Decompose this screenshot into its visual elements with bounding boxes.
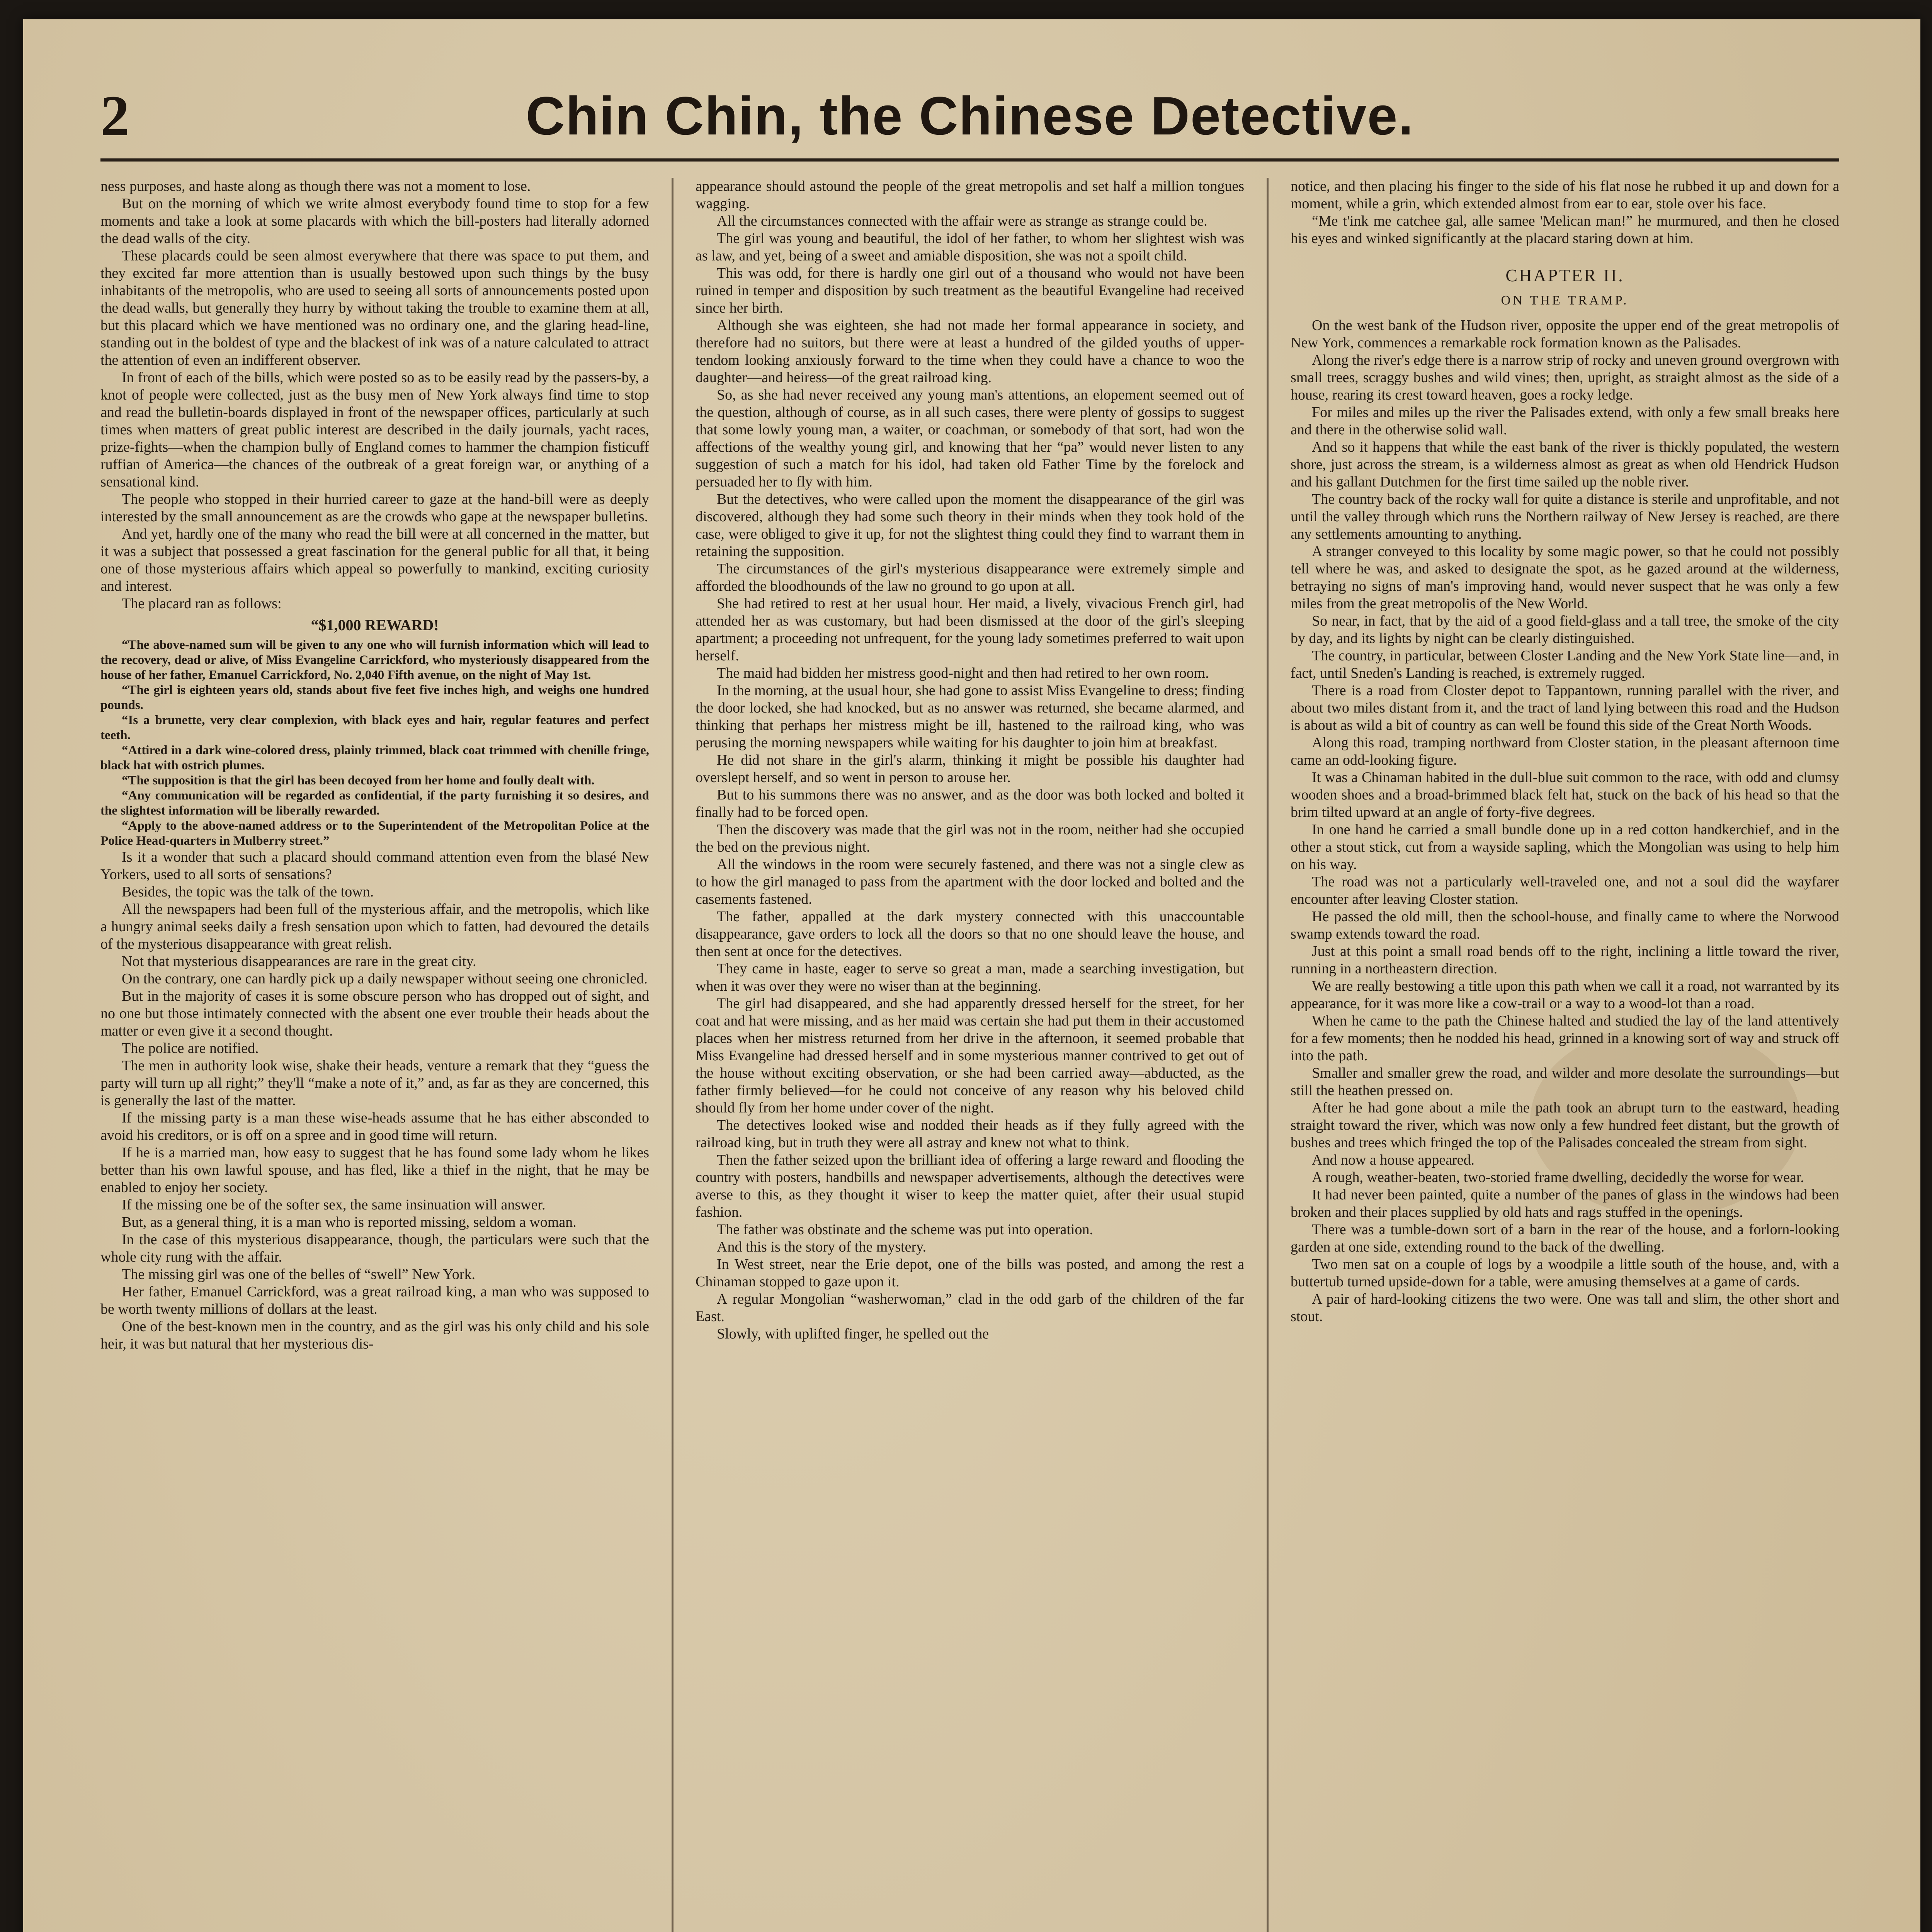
body-paragraph: There was a tumble-down sort of a barn in the rear of the house, and a forlorn-looking garden at one side, extending round to the back of the dwelling. <box>1291 1221 1839 1255</box>
placard-paragraph: “Apply to the above-named address or to the Superintendent of the Metropolitan Police at the Police Head-quarters in Mulberry street.” <box>100 819 649 848</box>
body-paragraph: Just at this point a small road bends off to the right, inclining a little toward the river, running in a northeastern direction. <box>1291 943 1839 977</box>
body-paragraph: The road was not a particularly well-traveled one, and not a soul did the wayfarer encounter after leaving Closter station. <box>1291 874 1839 907</box>
body-paragraph: If the missing party is a man these wise-heads assume that he has either absconded to avoid his creditors, or is off on a spree and in good time will return. <box>100 1110 649 1143</box>
body-paragraph: The police are notified. <box>122 1040 259 1056</box>
placard-paragraph: “Attired in a dark wine-colored dress, plainly trimmed, black coat trimmed with chenille fringe, black hat with ostrich plumes. <box>100 743 649 772</box>
body-paragraph: It was a Chinaman habited in the dull-blue suit common to the race, with odd and clumsy wooden shoes and a broad-brimmed black felt hat, stuck on the back of his head so that the brim tilted upward at an angle of forty-five degrees. <box>1291 769 1839 820</box>
newspaper-page <box>23 19 1920 1932</box>
body-paragraph: One of the best-known men in the country, and as the girl was his only child and his sole heir, it was but natural that her mysterious dis- <box>100 1318 649 1352</box>
body-paragraph: Is it a wonder that such a placard should command attention even from the blasé New Yorkers, used to all sorts of sensations? <box>100 849 649 883</box>
body-paragraph: The people who stopped in their hurried career to gaze at the hand-bill were as deeply interested by the small announcement as are the crowds who gape at the newspaper bulletins. <box>100 491 649 525</box>
page-header <box>100 77 1839 162</box>
body-paragraph: He did not share in the girl's alarm, thinking it might be possible his daughter had overslept herself, and so went in person to arouse her. <box>696 752 1244 786</box>
body-paragraph: The men in authority look wise, shake their heads, venture a remark that they “guess the party will turn up all right;” they'll “make a note of it,” and, as far as they are concerned, this is generally the last of the matter. <box>100 1058 649 1109</box>
body-paragraph: The detectives looked wise and nodded their heads as if they fully agreed with the railroad king, but in truth they were all astray and knew not what to think. <box>696 1117 1244 1151</box>
chapter-heading: CHAPTER II. <box>1505 265 1624 285</box>
body-paragraph: The country back of the rocky wall for quite a distance is sterile and unprofitable, and not until the valley through which runs the Northern railway of New Jersey is reached, are there any settlements amounting to anything. <box>1291 491 1839 542</box>
column-2 <box>696 178 1244 1932</box>
body-paragraph: All the windows in the room were securely fastened, and there was not a single clew as to how the girl managed to pass from the apartment with the door locked and bolted and the casements fastened. <box>696 856 1244 907</box>
body-paragraph: A rough, weather-beaten, two-storied frame dwelling, decidedly the worse for wear. <box>1312 1169 1804 1185</box>
body-paragraph: And so it happens that while the east bank of the river is thickly populated, the western shore, just across the stream, is a wilderness almost as great as when old Hendrick Hudson and his gallant Dutchmen for the first time sailed up the noble river. <box>1291 439 1839 490</box>
column-rule <box>1267 178 1269 1932</box>
body-paragraph: If he is a married man, how easy to suggest that he has found some lady whom he likes better than his own lawful spouse, and has fled, like a thief in the night, that he may be enabled to enjoy her society. <box>100 1145 649 1196</box>
body-paragraph: Although she was eighteen, she had not made her formal appearance in society, and therefore had no suitors, but there were at least a hundred of the gilded youths of upper-tendom looking anxiously forward to the time when they could have a chance to woo the daughter—and heiress—of the great railroad king. <box>696 317 1244 386</box>
body-paragraph: But on the morning of which we write almost everybody found time to stop for a few moments and take a look at some placards with which the bill-posters had literally adorned the dead walls of the city. <box>100 196 649 247</box>
body-paragraph: This was odd, for there is hardly one girl out of a thousand who would not have been ruined in temper and disposition by such treatment as the beautiful Evangeline had received since her birth. <box>696 265 1244 316</box>
body-paragraph: The father was obstinate and the scheme was put into operation. <box>717 1221 1093 1238</box>
body-paragraph: The maid had bidden her mistress good-night and then had retired to her own room. <box>717 665 1209 681</box>
column-1 <box>100 178 649 1932</box>
body-paragraph: She had retired to rest at her usual hour. Her maid, a lively, vivacious French girl, had attended her as was customary, but had been dismissed at the door of the girl's sleeping apartment; a proceeding not unfrequent, for the young lady sometimes preferred to wait upon herself. <box>696 595 1244 664</box>
body-paragraph: It had never been painted, quite a number of the panes of glass in the windows had been broken and their places supplied by old hats and rags stuffed in the openings. <box>1291 1187 1839 1220</box>
body-paragraph: But, as a general thing, it is a man who is reported missing, seldom a woman. <box>122 1214 577 1230</box>
body-paragraph: In one hand he carried a small bundle done up in a red cotton handkerchief, and in the other a stout stick, cut from a wayside sapling, which the Mongolian was using to help him on his way. <box>1291 821 1839 872</box>
body-paragraph: Not that mysterious disappearances are rare in the great city. <box>122 953 476 969</box>
body-paragraph: A regular Mongolian “washerwoman,” clad in the odd garb of the children of the far East. <box>696 1291 1244 1325</box>
body-paragraph: In the morning, at the usual hour, she had gone to assist Miss Evangeline to dress; finding the door locked, she had knocked, but as no answer was returned, she became alarmed, and thinking that perhaps her mistress might be ill, hastened to the railroad king, who was perusing the morning newspapers while waiting for his daughter to join him at breakfast. <box>696 682 1244 751</box>
body-paragraph: The circumstances of the girl's mysterious disappearance were extremely simple and afforded the bloodhounds of the law no ground to go upon at all. <box>696 561 1244 594</box>
body-paragraph: There is a road from Closter depot to Tappantown, running parallel with the river, and about two miles distant from it, and the tract of land lying between this road and the Hudson is about as wild a bit of country as can well be found this side of the Great North Woods. <box>1291 682 1839 733</box>
body-paragraph: notice, and then placing his finger to the side of his flat nose he rubbed it up and down for a moment, while a grin, which extended almost from ear to ear, stole over his face. <box>1291 178 1839 212</box>
body-paragraph: In the case of this mysterious disappearance, though, the particulars were such that the whole city rung with the affair. <box>100 1231 649 1265</box>
body-paragraph: Then the father seized upon the brilliant idea of offering a large reward and flooding the country with posters, handbills and newspaper advertisements, although the detectives were averse to this, as they thought it wiser to keep the matter quiet, after their usual stupid fashion. <box>696 1152 1244 1220</box>
placard-paragraph: “Any communication will be regarded as confidential, if the party furnishing it so desires, and the slightest information will be liberally rewarded. <box>100 789 649 818</box>
chapter-subheading: ON THE TRAMP. <box>1501 293 1629 308</box>
running-title: Chin Chin, the Chinese Detective. <box>526 85 1414 146</box>
body-paragraph: ness purposes, and haste along as though there was not a moment to lose. <box>100 178 531 194</box>
placard-paragraph: “The supposition is that the girl has been decoyed from her home and foully dealt with. <box>122 774 595 787</box>
body-paragraph: The placard ran as follows: <box>122 595 282 612</box>
body-paragraph: Slowly, with uplifted finger, he spelled out the <box>717 1326 989 1342</box>
body-paragraph: All the circumstances connected with the affair were as strange as strange could be. <box>717 213 1208 229</box>
placard-paragraph: “The girl is eighteen years old, stands about five feet five inches high, and weighs one hundred pounds. <box>100 683 649 712</box>
body-paragraph: The girl had disappeared, and she had apparently dressed herself for the street, for her coat and hat were missing, and as her maid was certain she had put them in their accustomed places when her mistress returned from her drive in the afternoon, it seemed probable that Miss Evangeline had dressed herself and in some mysterious manner contrived to get out of the house without exciting observation, or she had been carried away—abducted, as the father firmly believed—for he could not conceive of any reason why his beloved child should fly from her home under cover of the night. <box>696 995 1244 1116</box>
body-paragraph: Then the discovery was made that the girl was not in the room, neither had she occupied the bed on the previous night. <box>696 821 1244 855</box>
body-paragraph: “Me t'ink me catchee gal, alle samee 'Melican man!” he murmured, and then he closed his eyes and winked significantly at the placard staring down at him. <box>1291 213 1839 247</box>
page-number: 2 <box>100 84 129 148</box>
body-paragraph: A pair of hard-looking citizens the two were. One was tall and slim, the other short and stout. <box>1291 1291 1839 1325</box>
body-paragraph: Along the river's edge there is a narrow strip of rocky and uneven ground overgrown with small trees, scraggy bushes and wild vines; then, upright, as straight almost as the side of a house, rearing its crest toward heaven, goes a rocky ledge. <box>1291 352 1839 403</box>
body-paragraph: A stranger conveyed to this locality by some magic power, so that he could not possibly tell where he was, and asked to designate the spot, as he gazed around at the wilderness, betraying no signs of man's improving hand, would never suspect that he was only a few miles from the great metropolis of the New World. <box>1291 543 1839 612</box>
placard-paragraph: “Is a brunette, very clear complexion, with black eyes and hair, regular features and perfect teeth. <box>100 713 649 742</box>
body-paragraph: In front of each of the bills, which were posted so as to be easily read by the passers-by, a knot of people were collected, just as the busy men of New York always find time to stop and read the bulletin-boards displayed in front of the newspaper offices, particularly at such times when matters of great public interest are described in the daily journals, yacht races, prize-fights—when the champion bully of England comes to hammer the champion fisticuff ruffian of America—the chances of the outbreak of a great foreign war, or anything of a sensational kind. <box>100 369 649 490</box>
body-paragraph: Her father, Emanuel Carrickford, was a great railroad king, a man who was supposed to be worth twenty millions of dollars at the least. <box>100 1284 649 1317</box>
body-paragraph: The missing girl was one of the belles of “swell” New York. <box>122 1266 476 1282</box>
body-paragraph: On the contrary, one can hardly pick up a daily newspaper without seeing one chronicled. <box>122 971 648 987</box>
body-paragraph: In West street, near the Erie depot, one of the bills was posted, and among the rest a Chinaman stopped to gaze upon it. <box>696 1256 1244 1290</box>
body-paragraph: The girl was young and beautiful, the idol of her father, to whom her slightest wish was as law, and yet, being of a sweet and amiable disposition, she was not a spoilt child. <box>696 230 1244 264</box>
body-paragraph: So near, in fact, that by the aid of a good field-glass and a tall tree, the smoke of the city by day, and its lights by night can be clearly distinguished. <box>1291 613 1839 646</box>
body-paragraph: The father, appalled at the dark mystery connected with this unaccountable disappearance, gave orders to lock all the doors so that no one should leave the house, and then sent at once for the detectives. <box>696 908 1244 959</box>
body-paragraph: And yet, hardly one of the many who read the bill were at all concerned in the matter, but it was a subject that possessed a great fascination for the general public for all that, it being one of those mysterious affairs which appeal so powerfully to mankind, exciting curiosity and interest. <box>100 526 649 594</box>
body-paragraph: Besides, the topic was the talk of the town. <box>122 884 374 900</box>
body-paragraph: But in the majority of cases it is some obscure person who has dropped out of sight, and no one but those intimately connected with the absent one ever trouble their heads about the matter or even give it a second thought. <box>100 988 649 1039</box>
body-paragraph: These placards could be seen almost everywhere that there was space to put them, and they excited far more attention than is usually bestowed upon such things by the busy inhabitants of the metropolis, who are used to seeing all sorts of announcements posted upon the dead walls, but generally they hurry by without taking the trouble to examine them at all, but this placard which we have mentioned was no ordinary one, and the glaring head-line, standing out in the boldest of type and the blackest of ink was of a nature calculated to attract the attention of even an indifferent observer. <box>100 248 649 368</box>
body-paragraph: All the newspapers had been full of the mysterious affair, and the metropolis, which like a hungry animal seeks daily a fresh sensation upon which to fatten, had devoured the details of the mysterious disappearance with great relish. <box>100 901 649 952</box>
body-paragraph: They came in haste, eager to serve so great a man, made a searching investigation, but when it was over they were no wiser than at the beginning. <box>696 961 1244 994</box>
body-paragraph: When he came to the path the Chinese halted and studied the lay of the land attentively for a few moments; then he nodded his head, grinned in a knowing sort of way and struck off into the path. <box>1291 1013 1839 1064</box>
text-columns <box>100 178 1839 1932</box>
body-paragraph: For miles and miles up the river the Palisades extend, with only a few small breaks here and there in the otherwise solid wall. <box>1291 404 1839 438</box>
body-paragraph: Two men sat on a couple of logs by a woodpile a little south of the house, and, with a buttertub turned upside-down for a table, were amusing themselves at a game of cards. <box>1291 1256 1839 1290</box>
body-paragraph: On the west bank of the Hudson river, opposite the upper end of the great metropolis of New York, commences a remarkable rock formation known as the Palisades. <box>1291 317 1839 351</box>
reward-heading: “$1,000 REWARD! <box>311 616 439 634</box>
body-paragraph: And this is the story of the mystery. <box>717 1239 927 1255</box>
body-paragraph: If the missing one be of the softer sex, the same insinuation will answer. <box>122 1197 546 1213</box>
body-paragraph: We are really bestowing a title upon this path when we call it a road, not warranted by its appearance, for it was more like a cow-trail or a way to a wood-lot than a road. <box>1291 978 1839 1012</box>
body-paragraph: So, as she had never received any young man's attentions, an elopement seemed out of the question, although of course, as in all such cases, there were plenty of gossips to suggest that some lowly young man, a waiter, or coachman, or somebody of that sort, had won the affections of the wealthy young girl, and knowing that her “pa” would never listen to any suggestion of such a match for his idol, had taken old Father Time by the forelock and persuaded her to fly with him. <box>696 387 1244 490</box>
placard-paragraph: “The above-named sum will be given to any one who will furnish information which will lead to the recovery, dead or alive, of Miss Evangeline Carrickford, who mysteriously disappeared from the house of her father, Emanuel Carrickford, No. 2,040 Fifth avenue, on the night of May 1st. <box>100 638 649 682</box>
column-3 <box>1291 178 1839 1932</box>
body-paragraph: appearance should astound the people of the great metropolis and set half a million tongues wagging. <box>696 178 1244 212</box>
column-rule <box>672 178 673 1932</box>
body-paragraph: After he had gone about a mile the path took an abrupt turn to the eastward, heading straight toward the river, which was now only a few hundred feet distant, but the growth of bushes and trees which fringed the top of the Palisades concealed the stream from sight. <box>1291 1100 1839 1151</box>
body-paragraph: He passed the old mill, then the school-house, and finally came to where the Norwood swamp extends toward the road. <box>1291 908 1839 942</box>
body-paragraph: Along this road, tramping northward from Closter station, in the pleasant afternoon time came an odd-looking figure. <box>1291 735 1839 768</box>
body-paragraph: Smaller and smaller grew the road, and wilder and more desolate the surroundings—but still the heathen pressed on. <box>1291 1065 1839 1099</box>
body-paragraph: But to his summons there was no answer, and as the door was both locked and bolted it finally had to be forced open. <box>696 787 1244 820</box>
body-paragraph: And now a house appeared. <box>1312 1152 1475 1168</box>
body-paragraph: The country, in particular, between Closter Landing and the New York State line—and, in fact, until Sneden's Landing is reached, is extremely rugged. <box>1291 648 1839 681</box>
body-paragraph: But the detectives, who were called upon the moment the disappearance of the girl was discovered, although they had some such theory in their minds when they took hold of the case, were obliged to give it up, for not the slightest thing could they find to warrant them in retaining the supposition. <box>696 491 1244 560</box>
